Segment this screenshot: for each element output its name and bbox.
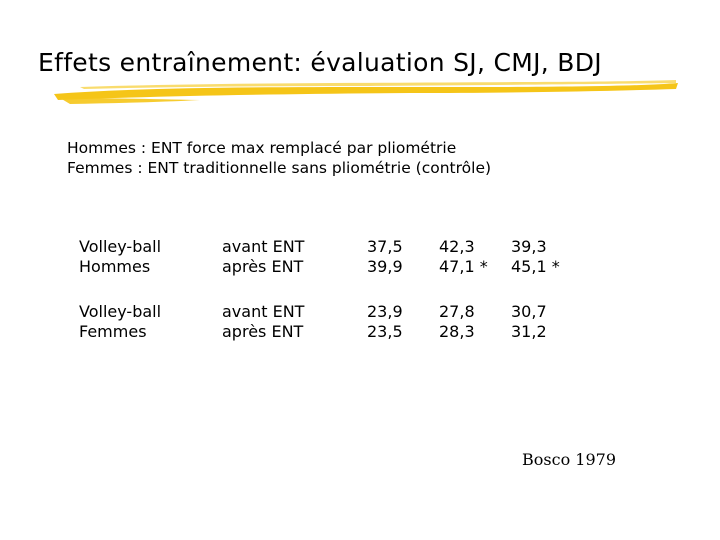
bdj-before: 39,3: [511, 237, 547, 256]
cmj-cell: [439, 302, 475, 342]
conditions-women: Femmes : ENT traditionnelle sans pliométrie (contrôle): [67, 159, 492, 177]
sport-cell: [79, 237, 161, 277]
slide-title: Effets entraînement: évaluation SJ, CMJ, BDJ: [38, 48, 602, 77]
phase-cell: [222, 237, 304, 277]
bdj-after: 31,2: [511, 322, 547, 341]
sport-label: Volley-ball: [79, 237, 162, 256]
phase-after: après ENT: [222, 322, 304, 341]
table-row-group: [79, 302, 599, 344]
bdj-after: 45,1 *: [511, 257, 560, 276]
title-highlight-stroke: [50, 74, 680, 108]
conditions-men: Hommes : ENT force max remplacé par pliométrie: [67, 139, 457, 157]
sex-label: Femmes: [79, 322, 147, 341]
bdj-cell: [511, 237, 560, 277]
cmj-after: 28,3: [439, 322, 475, 341]
sj-before: 23,9: [367, 302, 403, 321]
sex-label: Hommes: [79, 257, 151, 276]
cmj-cell: [439, 237, 488, 277]
bdj-before: 30,7: [511, 302, 547, 321]
phase-cell: [222, 302, 304, 342]
phase-before: avant ENT: [222, 237, 305, 256]
sj-after: 23,5: [367, 322, 403, 341]
table-row-group: [79, 237, 599, 279]
sj-cell: [367, 237, 403, 277]
sj-cell: [367, 302, 403, 342]
phase-after: après ENT: [222, 257, 304, 276]
bdj-cell: [511, 302, 547, 342]
source-citation: Bosco 1979: [522, 450, 616, 469]
sj-after: 39,9: [367, 257, 403, 276]
sj-before: 37,5: [367, 237, 403, 256]
cmj-before: 42,3: [439, 237, 475, 256]
sport-cell: [79, 302, 161, 342]
study-conditions: [67, 138, 491, 178]
cmj-after: 47,1 *: [439, 257, 488, 276]
sport-label: Volley-ball: [79, 302, 162, 321]
phase-before: avant ENT: [222, 302, 305, 321]
cmj-before: 27,8: [439, 302, 475, 321]
